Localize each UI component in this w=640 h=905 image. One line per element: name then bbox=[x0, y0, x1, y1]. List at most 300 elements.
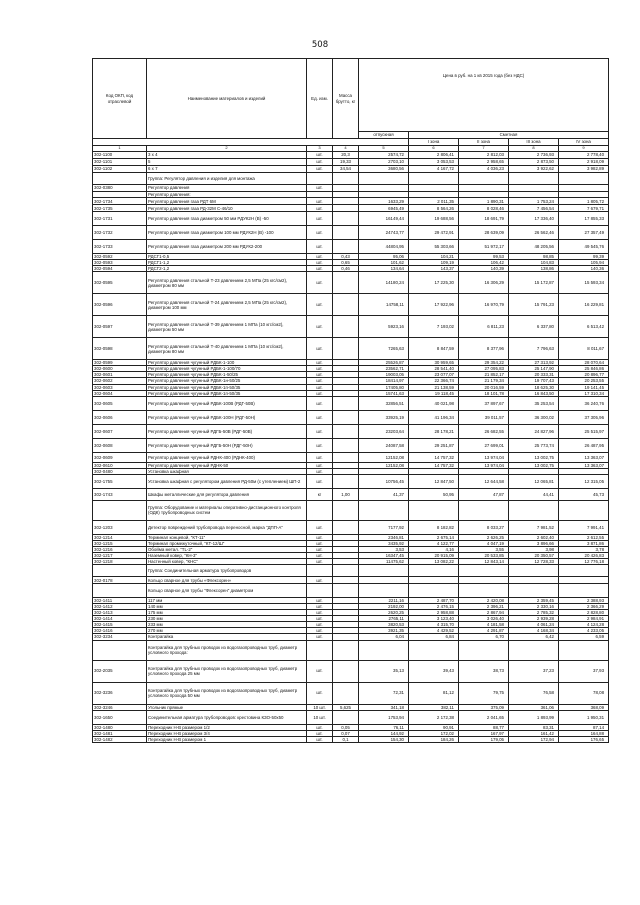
cell-zone-3-price: 361,06 bbox=[509, 704, 559, 710]
cell-zone-1-price bbox=[409, 577, 459, 584]
cell-code: 302-0606 bbox=[93, 410, 147, 424]
cell-release-price: 1753,94 bbox=[359, 710, 409, 724]
cell-unit: шт. bbox=[307, 266, 333, 272]
cell-zone-3-price bbox=[509, 173, 559, 185]
cell-release-price: 144,92 bbox=[359, 730, 409, 736]
cell-code: 302-1218 bbox=[93, 559, 147, 565]
cell-zone-4-price bbox=[559, 584, 609, 598]
cell-zone-4-price: 20 896,77 bbox=[559, 372, 609, 378]
table-row bbox=[93, 424, 609, 438]
cell-code: 302-0608 bbox=[93, 438, 147, 452]
cell-zone-1-price: 17 225,30 bbox=[409, 272, 459, 294]
cell-code: 302-1735 bbox=[93, 205, 147, 212]
cell-release-price: 154,30 bbox=[359, 736, 409, 742]
cell-zone-2-price: 167,97 bbox=[459, 730, 509, 736]
cell-zone-1-price: 29 251,87 bbox=[409, 438, 459, 452]
table-row bbox=[93, 640, 609, 660]
cell-unit: шт. bbox=[307, 185, 333, 192]
header-zone-3: III зона bbox=[509, 139, 559, 146]
cell-zone-1-price: 8 564,26 bbox=[409, 205, 459, 212]
cell-release-price: 14180,24 bbox=[359, 272, 409, 294]
cell-unit: шт. bbox=[307, 534, 333, 540]
cell-zone-4-price: 12 315,05 bbox=[559, 474, 609, 488]
cell-code: 302-0598 bbox=[93, 338, 147, 360]
cell-zone-4-price: 17 855,33 bbox=[559, 212, 609, 226]
cell-zone-1-price: 20 915,09 bbox=[409, 552, 459, 558]
cell-unit: шт. bbox=[307, 212, 333, 226]
cell-zone-3-price bbox=[509, 584, 559, 598]
cell-release-price: 7265,63 bbox=[359, 338, 409, 360]
group-heading-row bbox=[93, 173, 609, 185]
cell-name: Установка шкафная с регулятором давления РД-50м (с утеплением) ШП-2 bbox=[147, 474, 307, 488]
cell-mass: 0,46 bbox=[333, 266, 359, 272]
cell-zone-2-price: 12 644,58 bbox=[459, 474, 509, 488]
table-row bbox=[93, 710, 609, 724]
cell-zone-4-price: 2 828,80 bbox=[559, 610, 609, 616]
cell-mass: 0,1 bbox=[333, 736, 359, 742]
cell-zone-2-price: 21 852,17 bbox=[459, 372, 509, 378]
cell-zone-4-price: 20 426,83 bbox=[559, 552, 609, 558]
cell-release-price: 33925,19 bbox=[359, 410, 409, 424]
cell-name: Угольник прямые bbox=[147, 704, 307, 710]
cell-code: 302-1415 bbox=[93, 622, 147, 628]
cell-unit: шт. bbox=[307, 736, 333, 742]
cell-unit: шт. bbox=[307, 198, 333, 205]
cell-unit: шт. bbox=[307, 366, 333, 372]
cell-zone-4-price: 13 363,07 bbox=[559, 462, 609, 468]
cell-name: Регулятор давления газа диаметром 100 мм РДУК2Н (В) -100 bbox=[147, 226, 307, 240]
cell-zone-3-price bbox=[509, 185, 559, 192]
cell-code: 302-0592 bbox=[93, 254, 147, 260]
cell-release-price: 32856,51 bbox=[359, 396, 409, 410]
cell-code: 302-1214 bbox=[93, 534, 147, 540]
cell-code: 302-0594 bbox=[93, 266, 147, 272]
cell-mass bbox=[333, 205, 359, 212]
cell-name: Переходник Н-В размером 1/2 bbox=[147, 724, 307, 730]
table-row bbox=[93, 338, 609, 360]
cell-code: 302-1480 bbox=[93, 724, 147, 730]
cell-mass bbox=[333, 240, 359, 254]
cell-zone-3-price: 4 061,24 bbox=[509, 622, 559, 628]
cell-zone-2-price: 18 691,79 bbox=[459, 212, 509, 226]
cell-release-price: 16149,44 bbox=[359, 212, 409, 226]
cell-zone-3-price: 6 337,80 bbox=[509, 316, 559, 338]
cell-code: 302-0595 bbox=[93, 272, 147, 294]
cell-code: 302-0601 bbox=[93, 372, 147, 378]
table-row bbox=[93, 396, 609, 410]
cell-zone-3-price: 16 843,50 bbox=[509, 390, 559, 396]
cell-release-price: 3820,53 bbox=[359, 622, 409, 628]
cell-name: Кольцо сварное для трубы "Флексорен" диаметром bbox=[147, 584, 307, 598]
cell-name: Установка шкафная bbox=[147, 468, 307, 474]
cell-zone-4-price: 2 984,91 bbox=[559, 616, 609, 622]
cell-zone-2-price: 4 291,87 bbox=[459, 628, 509, 634]
cell-zone-2-price: 16 970,79 bbox=[459, 294, 509, 316]
cell-zone-4-price: 105,94 bbox=[559, 260, 609, 266]
cell-name: РДСГ1-0,5 bbox=[147, 254, 307, 260]
cell-unit bbox=[307, 500, 333, 520]
cell-code: 302-1203 bbox=[93, 520, 147, 534]
cell-unit: шт. bbox=[307, 546, 333, 552]
cell-mass bbox=[333, 272, 359, 294]
cell-zone-3-price: 3 896,66 bbox=[509, 540, 559, 546]
cell-zone-4-price bbox=[559, 640, 609, 660]
table-row bbox=[93, 438, 609, 452]
cell-zone-4-price: 28 070,64 bbox=[559, 360, 609, 366]
cell-unit: шт. bbox=[307, 166, 333, 173]
cell-release-price: 17405,80 bbox=[359, 384, 409, 390]
cell-unit: шт. bbox=[307, 294, 333, 316]
cell-release-price: 7177,92 bbox=[359, 520, 409, 534]
cell-unit: шт. bbox=[307, 577, 333, 584]
header-unit: Ед. изм. bbox=[307, 59, 333, 139]
cell-zone-3-price: 18 625,30 bbox=[509, 384, 559, 390]
cell-release-price: 1633,29 bbox=[359, 198, 409, 205]
cell-mass bbox=[333, 710, 359, 724]
cell-name: 3 x 4 bbox=[147, 152, 307, 159]
cell-code: 302-1482 bbox=[93, 736, 147, 742]
table-row bbox=[93, 520, 609, 534]
cell-release-price: 2192,00 bbox=[359, 604, 409, 610]
table-row bbox=[93, 212, 609, 226]
cell-zone-2-price bbox=[459, 640, 509, 660]
cell-mass bbox=[333, 226, 359, 240]
cell-zone-4-price: 12 776,18 bbox=[559, 559, 609, 565]
cell-unit: шт. bbox=[307, 378, 333, 384]
cell-release-price: 24087,58 bbox=[359, 438, 409, 452]
cell-name: Контрагайка для трубных проводок из водогазопроводных труб, диаметр условного прохода 25 мм bbox=[147, 660, 307, 682]
cell-release-price: 3435,92 bbox=[359, 540, 409, 546]
cell-unit: шт. bbox=[307, 159, 333, 166]
cell-code: 302-0593 bbox=[93, 260, 147, 266]
cell-unit bbox=[307, 640, 333, 660]
cell-unit bbox=[307, 173, 333, 185]
cell-zone-4-price: 15 593,34 bbox=[559, 272, 609, 294]
cell-name: 270 мм bbox=[147, 628, 307, 634]
cell-zone-3-price: 2 939,28 bbox=[509, 616, 559, 622]
cell-release-price: 3680,56 bbox=[359, 166, 409, 173]
cell-name: Контрагайка bbox=[147, 634, 307, 640]
cell-zone-2-price: 140,39 bbox=[459, 266, 509, 272]
cell-zone-3-price: 12 728,33 bbox=[509, 559, 559, 565]
index-cell: 2 bbox=[147, 146, 307, 152]
cell-zone-3-price: 26 562,46 bbox=[509, 226, 559, 240]
table-row bbox=[93, 316, 609, 338]
table-row bbox=[93, 736, 609, 742]
cell-zone-2-price: 8 377,96 bbox=[459, 338, 509, 360]
cell-zone-1-price: 4 429,52 bbox=[409, 628, 459, 634]
group-heading-row bbox=[93, 565, 609, 577]
cell-code: 302-3236 bbox=[93, 682, 147, 704]
cell-zone-4-price: 8 011,67 bbox=[559, 338, 609, 360]
cell-name: Регулятор давления чугунный РДБК-100В (РДГ-50В) bbox=[147, 396, 307, 410]
cell-release-price: 5923,16 bbox=[359, 316, 409, 338]
cell-name: РДСГ2-1,2 bbox=[147, 266, 307, 272]
cell-release-price: 3921,35 bbox=[359, 628, 409, 634]
cell-name: Регулятор давления чугунный РДБК-1-100 bbox=[147, 360, 307, 366]
cell-mass bbox=[333, 584, 359, 598]
cell-zone-1-price: 19 118,45 bbox=[409, 390, 459, 396]
cell-zone-2-price: 20 016,59 bbox=[459, 384, 509, 390]
cell-code: 302-1414 bbox=[93, 616, 147, 622]
cell-unit: шт. bbox=[307, 468, 333, 474]
cell-zone-4-price: 2 388,93 bbox=[559, 598, 609, 604]
index-cell: 5 bbox=[359, 146, 409, 152]
cell-zone-3-price: 2 602,40 bbox=[509, 534, 559, 540]
cell-unit: 10 шт. bbox=[307, 710, 333, 724]
cell-mass bbox=[333, 338, 359, 360]
cell-zone-4-price: 49 545,76 bbox=[559, 240, 609, 254]
cell-code: 302-1215 bbox=[93, 540, 147, 546]
cell-mass bbox=[333, 500, 359, 520]
cell-zone-4-price: 19 141,45 bbox=[559, 384, 609, 390]
cell-unit: шт. bbox=[307, 240, 333, 254]
cell-zone-2-price: 4 181,58 bbox=[459, 622, 509, 628]
cell-zone-4-price: 16 229,81 bbox=[559, 294, 609, 316]
cell-zone-2-price: 2 958,65 bbox=[459, 159, 509, 166]
cell-unit: шт. bbox=[307, 272, 333, 294]
cell-zone-4-price: 17 310,34 bbox=[559, 390, 609, 396]
cell-zone-2-price: 27 699,01 bbox=[459, 438, 509, 452]
cell-zone-4-price: 37 305,96 bbox=[559, 410, 609, 424]
cell-zone-3-price: 138,86 bbox=[509, 266, 559, 272]
table-row bbox=[93, 198, 609, 205]
cell-release-price: 3,53 bbox=[359, 546, 409, 552]
cell-code: 302-0602 bbox=[93, 378, 147, 384]
cell-code: 302-0599 bbox=[93, 360, 147, 366]
cell-mass: 1,00 bbox=[333, 488, 359, 500]
cell-zone-4-price: 6 513,42 bbox=[559, 316, 609, 338]
cell-code: 302-1101 bbox=[93, 159, 147, 166]
table-row bbox=[93, 240, 609, 254]
cell-code: 302-0380 bbox=[93, 185, 147, 192]
cell-name: Регулятор давления чугунный РДБК-1н-50/25 bbox=[147, 378, 307, 384]
cell-code: 302-0178 bbox=[93, 577, 147, 584]
cell-zone-2-price bbox=[459, 185, 509, 192]
cell-name: Регулятор давления газа РД-32М С-46/10 bbox=[147, 205, 307, 212]
cell-code: 302-1411 bbox=[93, 598, 147, 604]
cell-code: 302-1734 bbox=[93, 198, 147, 205]
cell-name: Обойма метал. "ТL-2" bbox=[147, 546, 307, 552]
cell-unit: шт. bbox=[307, 438, 333, 452]
cell-zone-4-price: 6,59 bbox=[559, 634, 609, 640]
cell-zone-3-price: 98,85 bbox=[509, 254, 559, 260]
table-row bbox=[93, 159, 609, 166]
table-row bbox=[93, 294, 609, 316]
cell-zone-3-price: 25 773,74 bbox=[509, 438, 559, 452]
cell-name: Регулятор давления чугунный РДБК-1п-50/35 bbox=[147, 390, 307, 396]
cell-zone-1-price bbox=[409, 565, 459, 577]
table-row bbox=[93, 488, 609, 500]
cell-zone-1-price: 3 053,53 bbox=[409, 159, 459, 166]
cell-release-price: 35,13 bbox=[359, 660, 409, 682]
cell-zone-2-price: 37 897,67 bbox=[459, 396, 509, 410]
cell-zone-1-price: 28 178,21 bbox=[409, 424, 459, 438]
cell-zone-3-price: 27 313,92 bbox=[509, 360, 559, 366]
cell-unit: шт. bbox=[307, 462, 333, 468]
cell-zone-1-price: 8 182,82 bbox=[409, 520, 459, 534]
index-cell: 7 bbox=[459, 146, 509, 152]
cell-zone-3-price: 20 333,31 bbox=[509, 372, 559, 378]
index-cell: 1 bbox=[93, 146, 147, 152]
cell-zone-1-price: 90,91 bbox=[409, 724, 459, 730]
cell-zone-2-price: 2 626,25 bbox=[459, 534, 509, 540]
cell-unit: шт. bbox=[307, 396, 333, 410]
cell-zone-1-price: 382,11 bbox=[409, 704, 459, 710]
cell-zone-4-price: 3,78 bbox=[559, 546, 609, 552]
cell-zone-4-price: 13 363,07 bbox=[559, 452, 609, 462]
cell-code: 302-1217 bbox=[93, 552, 147, 558]
cell-zone-3-price: 48 205,56 bbox=[509, 240, 559, 254]
cell-zone-1-price: 2 476,15 bbox=[409, 604, 459, 610]
cell-mass: 34,54 bbox=[333, 166, 359, 173]
cell-mass: 5,625 bbox=[333, 704, 359, 710]
cell-zone-4-price: 7 679,71 bbox=[559, 205, 609, 212]
cell-zone-3-price: 37,23 bbox=[509, 660, 559, 682]
cell-zone-2-price: 99,53 bbox=[459, 254, 509, 260]
cell-unit: шт. bbox=[307, 226, 333, 240]
cell-zone-4-price bbox=[559, 565, 609, 577]
cell-zone-2-price: 8 028,46 bbox=[459, 205, 509, 212]
cell-zone-4-price: 37,93 bbox=[559, 660, 609, 682]
cell-name: РДСГ1-1,2 bbox=[147, 260, 307, 266]
table-row bbox=[93, 452, 609, 462]
cell-zone-2-price: 88,77 bbox=[459, 724, 509, 730]
header-zone-1: I зона bbox=[409, 139, 459, 146]
cell-release-price: 23562,71 bbox=[359, 366, 409, 372]
cell-zone-1-price: 19 688,56 bbox=[409, 212, 459, 226]
cell-release-price: 44804,95 bbox=[359, 240, 409, 254]
cell-name: Настенный ковер, "КНС" bbox=[147, 559, 307, 565]
table-row bbox=[93, 205, 609, 212]
cell-release-price: 95,06 bbox=[359, 254, 409, 260]
cell-mass bbox=[333, 520, 359, 534]
header-price-group bbox=[359, 59, 609, 132]
cell-code: 302-1755 bbox=[93, 474, 147, 488]
cell-release-price: 16347,45 bbox=[359, 552, 409, 558]
cell-zone-2-price bbox=[459, 584, 509, 598]
cell-zone-4-price bbox=[559, 185, 609, 192]
cell-unit: шт. bbox=[307, 660, 333, 682]
cell-zone-4-price: 27 357,49 bbox=[559, 226, 609, 240]
cell-release-price: 18414,97 bbox=[359, 378, 409, 384]
cell-zone-2-price: 1 890,31 bbox=[459, 198, 509, 205]
cell-name: Регулятор давления чугунный РДГБ-50В (РДГ-50В) bbox=[147, 424, 307, 438]
cell-zone-2-price: 2 396,21 bbox=[459, 604, 509, 610]
table-row bbox=[93, 660, 609, 682]
cell-code: 302-1743 bbox=[93, 488, 147, 500]
cell-zone-1-price: 30 959,65 bbox=[409, 360, 459, 366]
cell-unit: шт. bbox=[307, 152, 333, 159]
cell-zone-4-price: 140,36 bbox=[559, 266, 609, 272]
cell-unit: шт. bbox=[307, 610, 333, 616]
cell-zone-1-price: 143,37 bbox=[409, 266, 459, 272]
cell-name: Регулятор давления чугунный РДНК-400 (РДНК-400) bbox=[147, 452, 307, 462]
cell-code: 302-0600 bbox=[93, 366, 147, 372]
cell-name: Регулятор давления стальной Т-23 давлением 2,5 МПа (25 кгс/см2), диаметром 80 мм bbox=[147, 272, 307, 294]
cell-release-price: 15741,63 bbox=[359, 390, 409, 396]
cell-zone-2-price: 51 972,17 bbox=[459, 240, 509, 254]
cell-zone-4-price: 3 871,86 bbox=[559, 540, 609, 546]
table-row bbox=[93, 577, 609, 584]
cell-unit: шт. bbox=[307, 260, 333, 266]
cell-zone-2-price: 20 533,85 bbox=[459, 552, 509, 558]
cell-release-price: 72,31 bbox=[359, 682, 409, 704]
cell-mass bbox=[333, 577, 359, 584]
cell-zone-4-price: 1 950,31 bbox=[559, 710, 609, 724]
cell-mass: 0,43 bbox=[333, 254, 359, 260]
cell-zone-3-price: 20 350,57 bbox=[509, 552, 559, 558]
index-cell: 3 bbox=[307, 146, 333, 152]
cell-unit bbox=[307, 565, 333, 577]
cell-release-price bbox=[359, 577, 409, 584]
cell-code: 302-0604 bbox=[93, 390, 147, 396]
cell-mass bbox=[333, 474, 359, 488]
cell-zone-4-price: 2 918,09 bbox=[559, 159, 609, 166]
cell-name: Регулятор давления стальной Т-39 давлением 1 МПа (10 кгс/см2), диаметром 50 мм bbox=[147, 316, 307, 338]
index-cell: 4 bbox=[333, 146, 359, 152]
cell-zone-2-price: 27 095,83 bbox=[459, 366, 509, 372]
cell-name: Группа: Соединительная арматура трубопроводов bbox=[147, 565, 307, 577]
cell-release-price: 6,04 bbox=[359, 634, 409, 640]
cell-release-price bbox=[359, 584, 409, 598]
cell-zone-4-price: 20 253,55 bbox=[559, 378, 609, 384]
cell-release-price: 2346,81 bbox=[359, 534, 409, 540]
cell-unit: шт. bbox=[307, 616, 333, 622]
cell-release-price bbox=[359, 185, 409, 192]
cell-name: 233 мм bbox=[147, 622, 307, 628]
cell-code: 302-1732 bbox=[93, 226, 147, 240]
cell-code: 302-1733 bbox=[93, 240, 147, 254]
table-row bbox=[93, 584, 609, 598]
cell-mass bbox=[333, 212, 359, 226]
cell-unit: шт. bbox=[307, 372, 333, 378]
cell-name: Регулятор давления газа РДТ 6М bbox=[147, 198, 307, 205]
cell-zone-2-price bbox=[459, 500, 509, 520]
cell-zone-1-price bbox=[409, 173, 459, 185]
cell-zone-2-price: 29 354,22 bbox=[459, 360, 509, 366]
cell-zone-1-price: 3 123,40 bbox=[409, 616, 459, 622]
cell-zone-1-price: 2 011,35 bbox=[409, 198, 459, 205]
cell-zone-2-price: 4 047,19 bbox=[459, 540, 509, 546]
cell-zone-3-price: 3,98 bbox=[509, 546, 559, 552]
cell-zone-1-price: 13 082,22 bbox=[409, 559, 459, 565]
cell-zone-3-price: 15 172,87 bbox=[509, 272, 559, 294]
cell-unit: шт. bbox=[307, 628, 333, 634]
cell-release-price: 10756,45 bbox=[359, 474, 409, 488]
cell-zone-2-price: 8 033,27 bbox=[459, 520, 509, 534]
cell-name: 175 мм bbox=[147, 610, 307, 616]
cell-unit: шт. bbox=[307, 604, 333, 610]
cell-zone-2-price: 13 974,04 bbox=[459, 462, 509, 468]
cell-name: Регулятор давления газа диаметром 200 мм РДУК2-200 bbox=[147, 240, 307, 254]
cell-code: 302-0609 bbox=[93, 452, 147, 462]
cell-zone-4-price: 164,88 bbox=[559, 730, 609, 736]
cell-zone-2-price: 28 639,09 bbox=[459, 226, 509, 240]
cell-zone-2-price: 21 179,34 bbox=[459, 378, 509, 384]
cell-zone-4-price: 2 778,40 bbox=[559, 152, 609, 159]
cell-zone-2-price: 2 041,65 bbox=[459, 710, 509, 724]
cell-unit: шт. bbox=[307, 360, 333, 366]
cell-zone-3-price bbox=[509, 577, 559, 584]
cell-unit: шт. bbox=[307, 424, 333, 438]
cell-zone-1-price bbox=[409, 584, 459, 598]
cell-name: Контрагайка для трубных проводок из водогазопроводных труб, диаметр условного прохода 50 мм bbox=[147, 682, 307, 704]
cell-code: 302-0596 bbox=[93, 294, 147, 316]
cell-zone-3-price: 36 300,02 bbox=[509, 410, 559, 424]
cell-zone-4-price: 25 846,86 bbox=[559, 366, 609, 372]
cell-zone-3-price: 7 456,54 bbox=[509, 205, 559, 212]
